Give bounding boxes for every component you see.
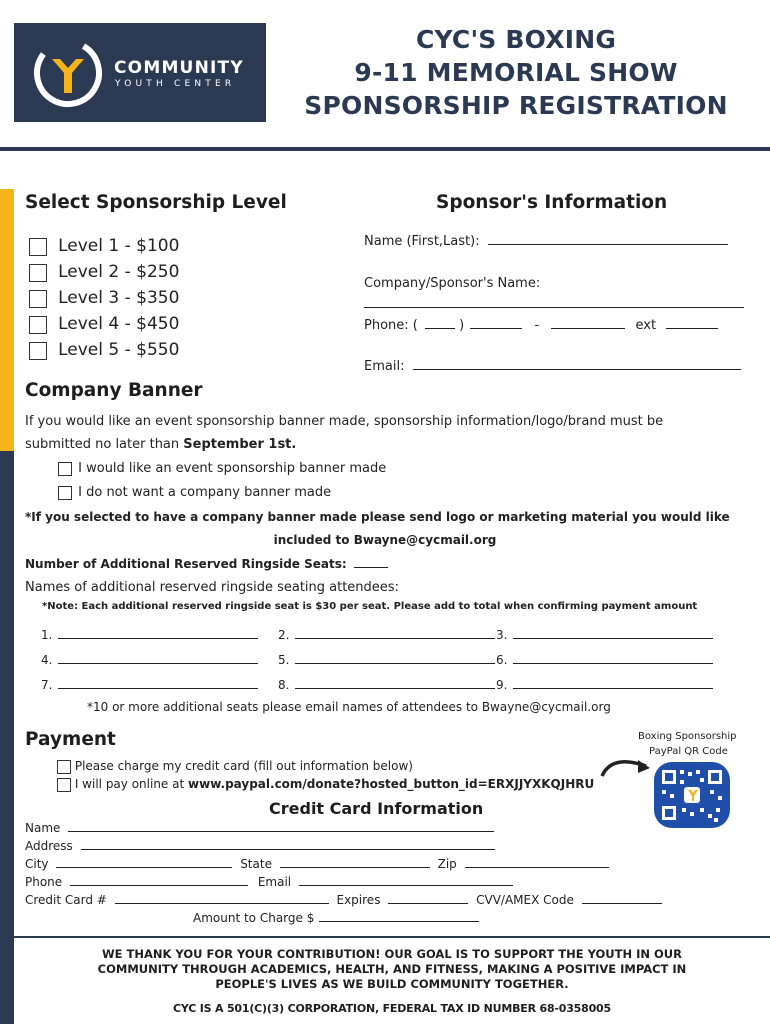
level-4-label: Level 4 - $450: [58, 314, 180, 334]
attendee-5: [278, 653, 495, 667]
qr-caption-line1: Boxing Sponsorship: [638, 731, 737, 742]
cc-address-field[interactable]: [81, 839, 495, 850]
cc-state-label: State: [240, 857, 272, 871]
cc-expires-field[interactable]: [388, 893, 468, 904]
level-3-label: Level 3 - $350: [58, 288, 180, 308]
attendee-4: [41, 653, 258, 667]
attendee-3-field[interactable]: [513, 628, 713, 639]
attendee-2-field[interactable]: [295, 628, 495, 639]
cc-amount-label: Amount to Charge $: [193, 911, 315, 925]
pay-online-checkbox[interactable]: [57, 778, 71, 792]
cc-zip-field[interactable]: [465, 857, 609, 868]
cc-expires-label: Expires: [336, 893, 381, 907]
sponsor-email-label: Email:: [364, 359, 405, 374]
attendee-7: [41, 678, 258, 692]
attendee-8-field[interactable]: [295, 678, 495, 689]
sponsor-name-field[interactable]: [488, 234, 728, 245]
attendee-1-field[interactable]: [58, 628, 258, 639]
sponsor-info-heading: Sponsor's Information: [436, 192, 668, 213]
attendee-6-number: 6.: [496, 653, 508, 667]
cc-address-label: Address: [25, 839, 73, 853]
cc-name-row: [25, 821, 494, 835]
phone-area-field[interactable]: [425, 318, 455, 329]
payment-heading: Payment: [25, 729, 116, 750]
sponsor-email-field[interactable]: [413, 359, 741, 370]
sponsor-email-row: [364, 359, 741, 374]
cc-phone-label: Phone: [25, 875, 63, 889]
cyc-logo-icon: [30, 35, 106, 111]
company-name-field[interactable]: [364, 297, 744, 308]
phone-ext-label: ext: [635, 318, 657, 333]
level-option-5[interactable]: [29, 340, 179, 360]
banner-no-label: I do not want a company banner made: [78, 485, 332, 500]
payment-option-online[interactable]: [57, 777, 594, 792]
cc-phone-field[interactable]: [70, 875, 248, 886]
attendee-8-number: 8.: [278, 678, 290, 692]
attendee-7-number: 7.: [41, 678, 53, 692]
cc-name-field[interactable]: [68, 821, 494, 832]
footer-divider: [14, 936, 770, 938]
payment-option-card[interactable]: [57, 759, 413, 774]
title-line1: CYC'S BOXING: [415, 25, 617, 54]
phone-prefix-field[interactable]: [470, 318, 522, 329]
qr-caption-line2: PayPal QR Code: [649, 746, 728, 757]
attendee-4-number: 4.: [41, 653, 53, 667]
attendee-8: [278, 678, 495, 692]
phone-label: Phone: (: [364, 318, 418, 333]
arrow-icon: [598, 752, 654, 780]
cc-amount-row: [193, 911, 479, 925]
attendee-9-field[interactable]: [513, 678, 713, 689]
attendee-4-field[interactable]: [58, 653, 258, 664]
level-option-1[interactable]: [29, 236, 179, 256]
attendee-5-field[interactable]: [295, 653, 495, 664]
attendee-2-number: 2.: [278, 628, 290, 642]
cc-card-number-field[interactable]: [115, 893, 329, 904]
cc-card-row: [25, 893, 662, 907]
level-5-label: Level 5 - $550: [58, 340, 180, 360]
cc-card-label: Credit Card #: [25, 893, 107, 907]
cc-name-label: Name: [25, 821, 61, 835]
attendee-names-label: Names of additional reserved ringside seating attendees:: [25, 580, 399, 595]
header-divider: [0, 147, 770, 151]
cc-state-field[interactable]: [280, 857, 430, 868]
sponsor-phone-row: [364, 318, 718, 333]
pay-online-label: I will pay online at: [74, 777, 185, 791]
level-4-checkbox[interactable]: [29, 316, 47, 334]
cc-zip-label: Zip: [437, 857, 457, 871]
attendee-3: [496, 628, 713, 642]
attendee-5-number: 5.: [278, 653, 290, 667]
banner-yes-checkbox[interactable]: [58, 462, 72, 476]
level-5-checkbox[interactable]: [29, 342, 47, 360]
footer-tax-id: CYC IS A 501(C)(3) CORPORATION, FEDERAL TAX ID NUMBER 68-0358005: [173, 1002, 611, 1015]
sponsorship-level-heading: Select Sponsorship Level: [25, 192, 287, 213]
phone-ext-field[interactable]: [666, 318, 718, 329]
company-name-label: Company/Sponsor's Name:: [364, 276, 541, 291]
banner-intro-prefix: submitted no later than: [25, 437, 180, 452]
banner-option-yes[interactable]: [58, 461, 386, 476]
paypal-link[interactable]: www.paypal.com/donate?hosted_button_id=ERXJJYXKQJHRU: [188, 777, 595, 791]
company-banner-heading: Company Banner: [25, 380, 203, 401]
attendee-6-field[interactable]: [513, 653, 713, 664]
logo-name-line1: COMMUNITY: [114, 58, 244, 78]
banner-note-line1: *If you selected to have a company banner made please send logo or marketing material you would like: [25, 510, 730, 524]
seat-count-field[interactable]: [354, 557, 388, 568]
cc-city-field[interactable]: [56, 857, 232, 868]
attendee-9: [496, 678, 713, 692]
cc-city-label: City: [25, 857, 49, 871]
footer-thanks-line3: PEOPLE'S LIVES AS WE BUILD COMMUNITY TOGETHER.: [215, 977, 569, 991]
sponsor-name-row: [364, 234, 728, 249]
level-option-4[interactable]: [29, 314, 179, 334]
phone-line-field[interactable]: [551, 318, 625, 329]
attendee-1: [41, 628, 258, 642]
attendee-7-field[interactable]: [58, 678, 258, 689]
level-option-3[interactable]: [29, 288, 179, 308]
banner-note-line2: included to Bwayne@cycmail.org: [273, 533, 497, 547]
level-1-checkbox[interactable]: [29, 238, 47, 256]
cc-cvv-label: CVV/AMEX Code: [476, 893, 574, 907]
cc-city-row: [25, 857, 609, 871]
pay-card-label: Please charge my credit card (fill out information below): [74, 759, 413, 773]
credit-card-heading: Credit Card Information: [269, 799, 484, 818]
sponsor-name-label: Name (First,Last):: [364, 234, 480, 249]
cc-cvv-field[interactable]: [582, 893, 662, 904]
attendee-3-number: 3.: [496, 628, 508, 642]
logo-name-line2: YOUTH CENTER: [115, 79, 236, 89]
level-option-2[interactable]: [29, 262, 179, 282]
footer-thanks-line2: COMMUNITY THROUGH ACADEMICS, HEALTH, AND FITNESS, MAKING A POSITIVE IMPACT IN: [97, 962, 687, 976]
banner-intro-line1: If you would like an event sponsorship banner made, sponsorship information/logo/brand must be: [25, 414, 664, 429]
bulk-seats-note: *10 or more additional seats please email names of attendees to Bwayne@cycmail.org: [87, 700, 611, 714]
seat-price-note: *Note: Each additional reserved ringside seat is $30 per seat. Please add to total when confirming payment amount: [42, 601, 698, 612]
banner-no-checkbox[interactable]: [58, 486, 72, 500]
banner-option-no[interactable]: [58, 485, 331, 500]
attendee-2: [278, 628, 495, 642]
attendee-6: [496, 653, 713, 667]
cc-email-field[interactable]: [299, 875, 513, 886]
cc-email-label: Email: [257, 875, 292, 889]
pay-card-checkbox[interactable]: [57, 760, 71, 774]
attendee-9-number: 9.: [496, 678, 508, 692]
level-2-checkbox[interactable]: [29, 264, 47, 282]
phone-dash: -: [534, 318, 540, 333]
title-line2: 9-11 MEMORIAL SHOW: [354, 58, 678, 87]
side-accent-gold: [0, 189, 14, 451]
title-line3: SPONSORSHIP REGISTRATION: [304, 91, 728, 120]
cc-phone-row: [25, 875, 513, 889]
banner-deadline: September 1st.: [183, 437, 297, 452]
seat-count-label: Number of Additional Reserved Ringside Seats:: [25, 557, 347, 571]
paypal-qr-code-icon[interactable]: [654, 762, 730, 828]
banner-intro-line2: [25, 437, 296, 452]
phone-close-paren: ): [459, 318, 465, 333]
level-1-label: Level 1 - $100: [58, 236, 180, 256]
footer-thanks-line1: WE THANK YOU FOR YOUR CONTRIBUTION! OUR GOAL IS TO SUPPORT THE YOUTH IN OUR: [101, 947, 682, 961]
cc-amount-field[interactable]: [319, 911, 479, 922]
level-2-label: Level 2 - $250: [58, 262, 180, 282]
logo-block: [14, 23, 266, 122]
banner-yes-label: I would like an event sponsorship banner made: [78, 461, 387, 476]
seat-count-row: [25, 557, 388, 571]
attendee-1-number: 1.: [41, 628, 53, 642]
cc-address-row: [25, 839, 495, 853]
level-3-checkbox[interactable]: [29, 290, 47, 308]
